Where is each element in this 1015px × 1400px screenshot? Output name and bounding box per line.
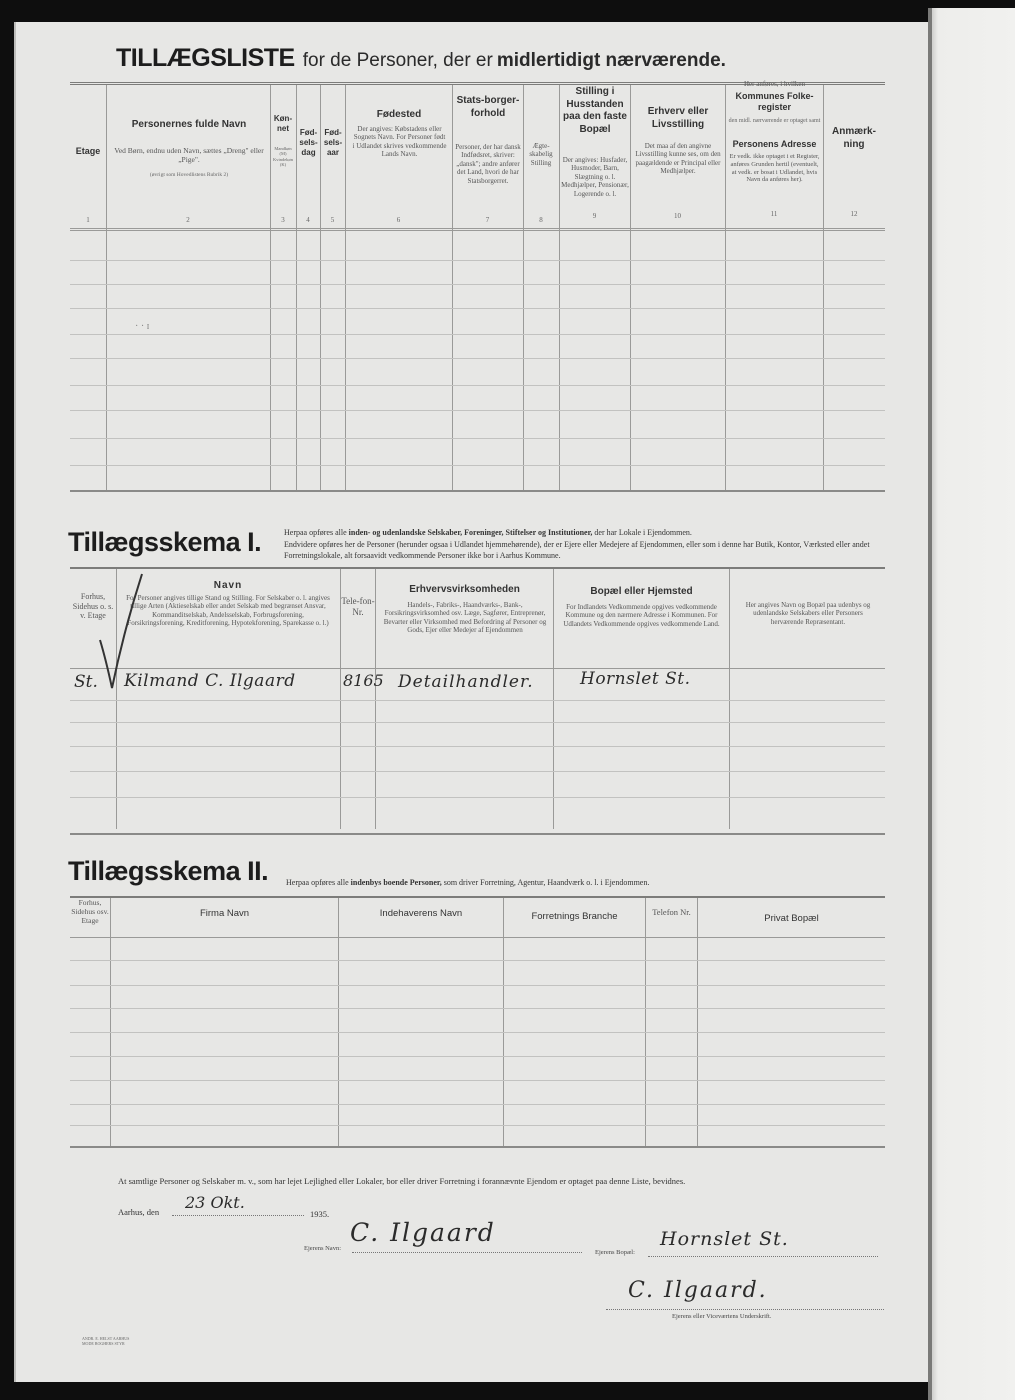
title-bold: TILLÆGSLISTE: [116, 44, 295, 72]
owner-name-handwritten: C. Ilgaard: [350, 1218, 496, 1247]
col-number: 1: [86, 216, 90, 224]
skema1-col-bopael: Bopæl eller Hjemsted: [590, 586, 693, 597]
skema2-col-etage: Forhus, Sidehus osv. Etage: [71, 898, 109, 925]
col-occupation-label: Erhverv eller Livsstilling: [647, 106, 709, 130]
col-number: 3: [281, 216, 285, 224]
skema1-text2: Endvidere opføres her de Personer (herunder ogsaa i Udlandet hjemmehørende), der er Ejere eller Medejere af Ejendommen, eller som i denne har Butik, Kontor, Værksted eller andet Forretningslokale, alt forsaavidt vedkommende Personer ikke bor i Aarhus Kommune.: [284, 539, 870, 561]
col-birthday-label: Fød-sels-dag: [299, 128, 318, 157]
city-label: Aarhus, den: [118, 1207, 160, 1217]
skema1-col-etage: Forhus, Sidehus o. s. v. Etage: [72, 592, 114, 621]
printer-note: [82, 1336, 129, 1346]
skema1-text1-post: der har Lokale i Ejendommen.: [592, 528, 692, 537]
skema2-description: [286, 878, 886, 887]
col-number: 12: [850, 210, 858, 218]
col-sex-note: Mandkøn (M) Kvindekøn (K): [273, 146, 293, 168]
printer-line2: MODE BOGHERS STYR: [82, 1341, 125, 1347]
col-number: 8: [539, 216, 543, 224]
entry-etage: St.: [74, 672, 98, 692]
col-citizenship-label: Stats-borger-forhold: [456, 95, 520, 119]
col-register-label: Kommunes Folke-register: [735, 91, 814, 113]
skema2-col-bopael: Privat Bopæl: [764, 913, 819, 924]
col-number: 4: [306, 216, 310, 224]
col-household-note: Der angives: Husfader, Husmoder, Barn, Slægtning o. l. Medhjælper, Pensionær, Logerende o. l.: [561, 156, 629, 198]
col-number: 11: [770, 210, 778, 218]
skema2-text-bold: indenbys boende Personer,: [350, 878, 442, 887]
col-number: 5: [330, 216, 335, 224]
col-register-sub: den midl. nærværende er optaget samt: [728, 118, 821, 124]
col-marital-label: Ægte-skabelig Stilling: [529, 142, 553, 167]
signature-label: Ejerens eller Viceværtens Underskrift.: [672, 1313, 772, 1320]
printer-line1: ANDR. E. HELST AARHUS: [82, 1336, 130, 1341]
skema1-text1-pre: Herpaa opføres alle: [284, 528, 349, 537]
col-name-note: Ved Børn, endnu uden Navn, sættes „Dreng" eller „Pige".: [114, 146, 264, 164]
col-number: 10: [674, 212, 681, 220]
col-register-top: Her anføres, i hvilken: [743, 80, 806, 88]
skema2-col-telefon: Telefon Nr.: [652, 907, 691, 917]
col-birthplace-note: Der angives: Købstadens eller Sognets Navn. For Personer født i Udlandet skrives vedkommende Lands Navn.: [352, 125, 447, 159]
col-birthplace-label: Fødested: [376, 109, 422, 120]
skema1-col-bopael-note: For Indlandets Vedkommende opgives vedkommende Kommune og den nærmere Adresse i Kommunen. For Udlandets Vedkommende opgives vedkommende Land.: [563, 603, 720, 628]
skema2-col-indehaver: Indehaverens Navn: [379, 908, 463, 919]
col-occupation-note: Det maa af den angivne Livsstilling kunne ses, om den paagældende er Principal eller Medhjælper.: [635, 142, 721, 176]
skema1-col-erhverv-note: Handels-, Fabriks-, Haandværks-, Bank-, Forsikringsvirksomhed osv. Læge, Sagfører, Entreprenør, Bevarter eller Virksomhed med Befordring af Personer og Gods, Ejer eller Medejer af Ejendommen: [383, 601, 547, 635]
col-register-note: Er vedk. ikke optaget i et Register, anføres Grunden hertil (eventuelt, at vedk. er bosat i Udlandet, hvis Navn da anføres her).: [729, 153, 820, 184]
skema2-title: Tillægsskema II.: [68, 856, 269, 886]
skema1-text1-bold: inden- og udenlandske Selskaber, Foreninger, Stiftelser og Institutioner,: [348, 528, 593, 537]
certification-statement: At samtlige Personer og Selskaber m. v., som har lejet Lejlighed eller Lokaler, bor eller driver Forretning i forannævnte Ejendom er optaget paa denne Liste, bevidnes.: [118, 1176, 686, 1186]
col-number: 9: [592, 212, 597, 220]
col-name-label: Personernes fulde Navn: [131, 119, 247, 130]
skema2-col-firma: Firma Navn: [199, 908, 250, 919]
col-number: 6: [396, 216, 401, 224]
entry-navn: Kilmand C. Ilgaard: [124, 671, 296, 691]
year: 1935.: [310, 1209, 330, 1219]
title-tail: midlertidigt nærværende.: [496, 50, 726, 71]
skema2-col-branche: Forretnings Branche: [531, 911, 618, 922]
title-normal: for de Personer, der er: [302, 50, 493, 71]
facing-page: [932, 8, 1015, 1400]
owner-address-label: Ejerens Bopæl:: [595, 1249, 635, 1256]
skema1-col-navn-note: For Personer angives tillige Stand og Stilling. For Selskaber o. l. angives tillige Arten (Aktieselskab eller andet Selskab med begrænset Ansvar, Kommanditselskab, Andelsselskab, Forbrugsforening, Forsikringsforening, Kreditforening, Hypotekforening, Sparekasse o. l.): [126, 594, 330, 628]
col-name-note2: (øvrigt som Hovedlistens Rubrik 2): [149, 172, 229, 178]
skema1-col-telefon: Tele-fon-Nr.: [341, 596, 375, 617]
date-handwritten: 23 Okt.: [185, 1193, 245, 1212]
col-citizenship-note: Personer, der har dansk Indfødsret, skriver: „dansk"; andre anfører det Land, hvori de har Statsborgerret.: [455, 143, 521, 185]
entry-telefon: 8165: [343, 671, 384, 690]
skema1-col-erhverv: Erhvervsvirksomheden: [409, 584, 520, 595]
signature-handwritten: C. Ilgaard.: [628, 1278, 768, 1303]
page-title: [116, 44, 876, 73]
col-birthyear-label: Fød-sels-aar: [323, 128, 343, 157]
skema1-col-navn: Navn: [213, 580, 243, 591]
owner-address-handwritten: Hornslet St.: [660, 1228, 789, 1250]
skema2-text-pre: Herpaa opføres alle: [286, 878, 351, 887]
col-etage-label: Etage: [75, 146, 101, 156]
col-remark-label: Anmærk-ning: [832, 126, 876, 150]
col-number: 7: [485, 216, 490, 224]
skema1-title: Tillægsskema I.: [68, 527, 262, 557]
owner-name-label: Ejerens Navn:: [304, 1245, 342, 1252]
col-household-label: Stilling i Husstanden paa den faste Bopæl: [563, 86, 627, 135]
entry-erhverv: Detailhandler.: [398, 672, 534, 692]
faint-mark: · · ɪ: [135, 321, 150, 332]
col-address-label: Personens Adresse: [732, 139, 817, 149]
col-number: 2: [186, 216, 190, 224]
col-sex-label: Køn-net: [273, 114, 293, 133]
entry-bopael: Hornslet St.: [580, 669, 691, 689]
skema1-col-repraesentant-note: Her angives Navn og Bopæl paa udenbys og udenlandske Selskabers eller Personers herværende Repræsentant.: [745, 601, 871, 626]
skema1-description: [284, 527, 884, 562]
skema2-text-post: som driver Forretning, Agentur, Haandværk o. l. i Ejendommen.: [441, 878, 650, 887]
